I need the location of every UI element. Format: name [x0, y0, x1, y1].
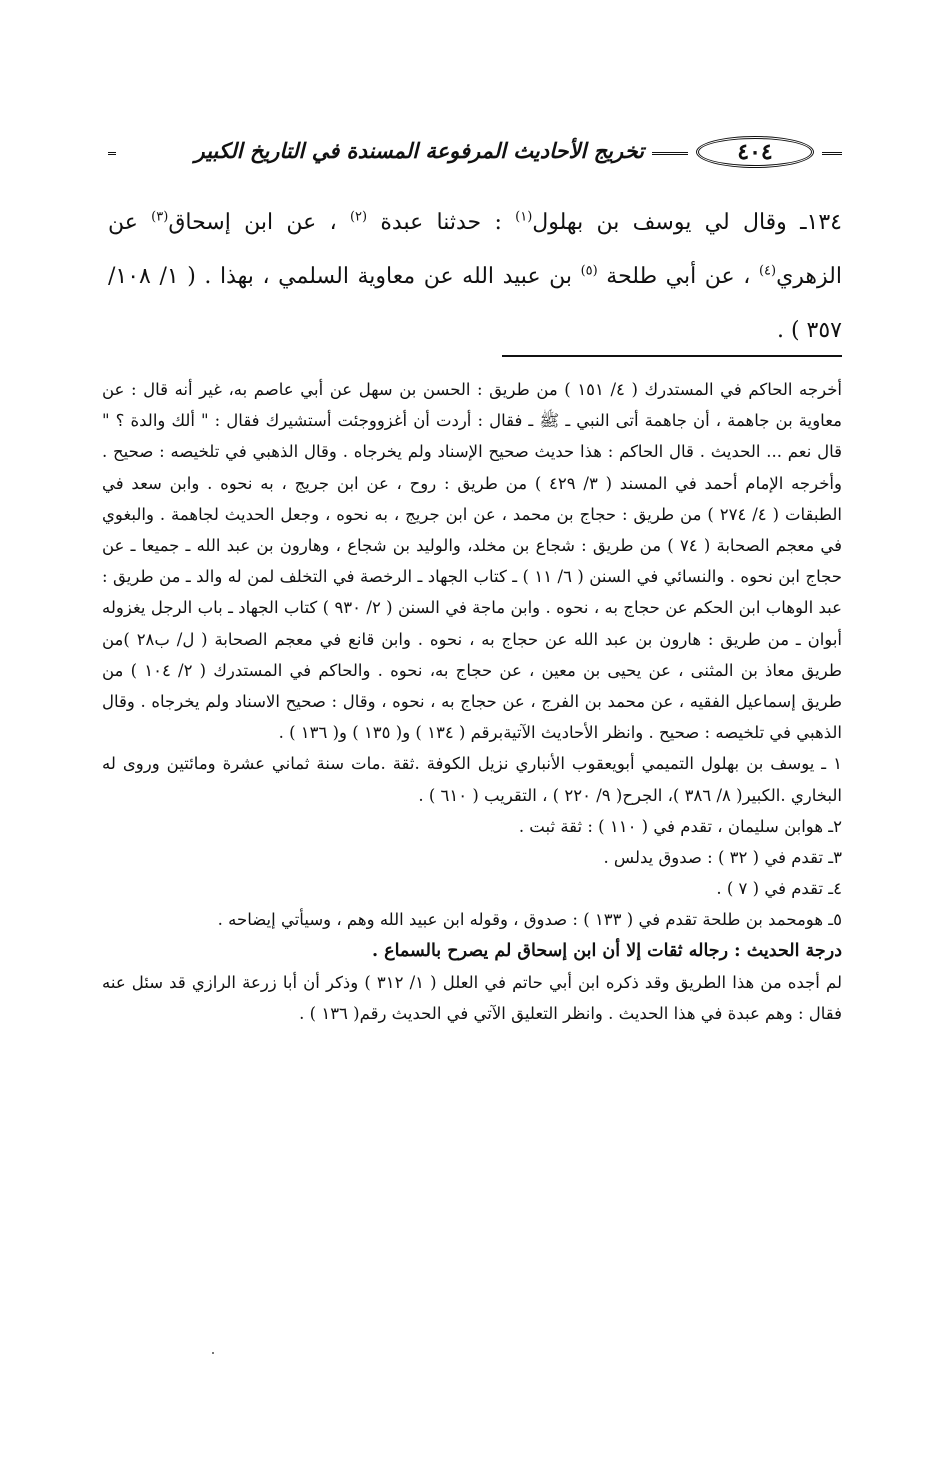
footnotes-section [102, 374, 842, 1029]
hadith-segment: ، عن ابن إسحاق [168, 210, 350, 235]
footnote-5: ٥ـ هومحمد بن طلحة تقدم في ( ١٣٣ ) : صدوق ، وقوله ابن عبيد الله وهم ، وسيأتي إيضاحه . [217, 910, 842, 930]
footnote-marker: (١) [515, 209, 533, 225]
footnote-separator [502, 355, 842, 357]
footnote-marker: (٣) [151, 209, 169, 225]
footnote-marker: (٤) [758, 263, 777, 279]
header-ornament-left [108, 152, 116, 155]
hadith-segment: : حدثنا عبدة [367, 210, 516, 235]
hadith-text [108, 196, 842, 358]
hadith-segment: ، عن أبي طلحة [597, 264, 759, 289]
book-title: تخريج الأحاديث المرفوعة المسندة في التاريخ الكبير [194, 138, 644, 163]
page-number: ٤٠٤ [696, 136, 814, 168]
header-ornament-mid [652, 152, 688, 155]
takhrij-paragraph: أخرجه الحاكم في المستدرك ( ٤/ ١٥١ ) من طريق : الحسن بن سهل عن أبي عاصم به، غير أنه قال : عن معاوية بن جاهمة ، أن جاهمة أتى النبي ـ ﷺ ـ فقال : أردت أن أغزووجئت أستشيرك فقال : " ألك والدة ؟ " قال نعم ... الحديث . قال الحاكم : هذا حديث صحيح الإسناد ولم يخرجاه . وقال الذهبي في تلخيصه : صحيح . وأخرجه الإمام أحمد في المسند ( ٣/ ٤٢٩ ) من طريق : روح ، عن ابن جريج ، به نحوه . وابن سعد في الطبقات ( ٤/ ٢٧٤ ) من طريق : حجاج بن محمد ، عن ابن جريج ، به نحوه ، وجعل الحديث لجاهمة . والبغوي في معجم الصحابة ( ٧٤ ) من طريق : شجاع بن مخلد، والوليد بن شجاع ، وهارون بن عبد الله ـ جميعا ـ عن حجاج ابن نحوه . والنسائي في السنن ( ٦/ ١١ ) ـ كتاب الجهاد ـ الرخصة في التخلف لمن له والد ـ من طريق : عبد الوهاب ابن الحكم عن حجاج به ، نحوه . وابن ماجة في السنن ( ٢/ ٩٣٠ ) كتاب الجهاد ـ باب الرجل يغزوله أبوان ـ من طريق : هارون بن عبد الله عن حجاج به ، نحوه . وابن قانع في معجم الصحابة ( ل/ ب٢٨ )من طريق معاذ بن المثنى ، عن يحيى بن معين ، عن حجاج به، نحوه . والحاكم في المستدرك ( ٢/ ١٠٤ ) من طريق إسماعيل الفقيه ، عن محمد بن الفرج ، عن حجاج به ، نحوه ، وقال : صحيح الاسناد ولم يخرجاه . وقال الذهبي في تلخيصه : صحيح . وانظر الأحاديث الآتيةبرقم ( ١٣٤ ) و( ١٣٥ ) و( ١٣٦ ) . [102, 380, 843, 743]
footnote-2: ٢ـ هوابن سليمان ، تقدم في ( ١١٠ ) : ثقة ثبت . [518, 816, 842, 836]
footnote-4: ٤ـ تقدم في ( ٧ ) . [716, 879, 842, 899]
page-header [108, 132, 842, 180]
hadith-segment: عن الزهري [108, 210, 842, 289]
footnote-marker: (٥) [580, 263, 598, 279]
footnote-marker: (٢) [349, 209, 368, 225]
footnote-1: ١ ـ يوسف بن بهلول التميمي أبويعقوب الأنباري نزيل الكوفة .ثقة .مات سنة ثماني عشرة ومائتين وروى له البخاري .الكبير( ٨/ ٣٨٦ )، الجرح( ٩/ ٢٢٠ ) ، التقريب ( ٦١٠ ) . [102, 754, 842, 805]
footnote-3: ٣ـ تقدم في ( ٣٢ ) : صدوق يدلس . [603, 848, 842, 868]
speck [212, 1352, 214, 1354]
hadith-grade: درجة الحديث : رجاله ثقات إلا أن ابن إسحاق لم يصرح بالسماع . [371, 940, 842, 961]
header-ornament-right [822, 152, 842, 155]
conclusion-paragraph: لم أجده من هذا الطريق وقد ذكره ابن أبي حاتم في العلل ( ١/ ٣١٢ ) وذكر أن أبا زرعة الرازي قد سئل عنه فقال : وهم عبدة في هذا الحديث . وانظر التعليق الآتي في الحديث رقم( ١٣٦ ) . [102, 972, 842, 1024]
hadith-segment: بن عبيد الله عن معاوية السلمي ، بهذا . ( ١/ ١٠٨/ ٣٥٧ ) . [108, 264, 842, 343]
hadith-segment: ١٣٤ـ وقال لي يوسف بن بهلول [532, 210, 842, 235]
